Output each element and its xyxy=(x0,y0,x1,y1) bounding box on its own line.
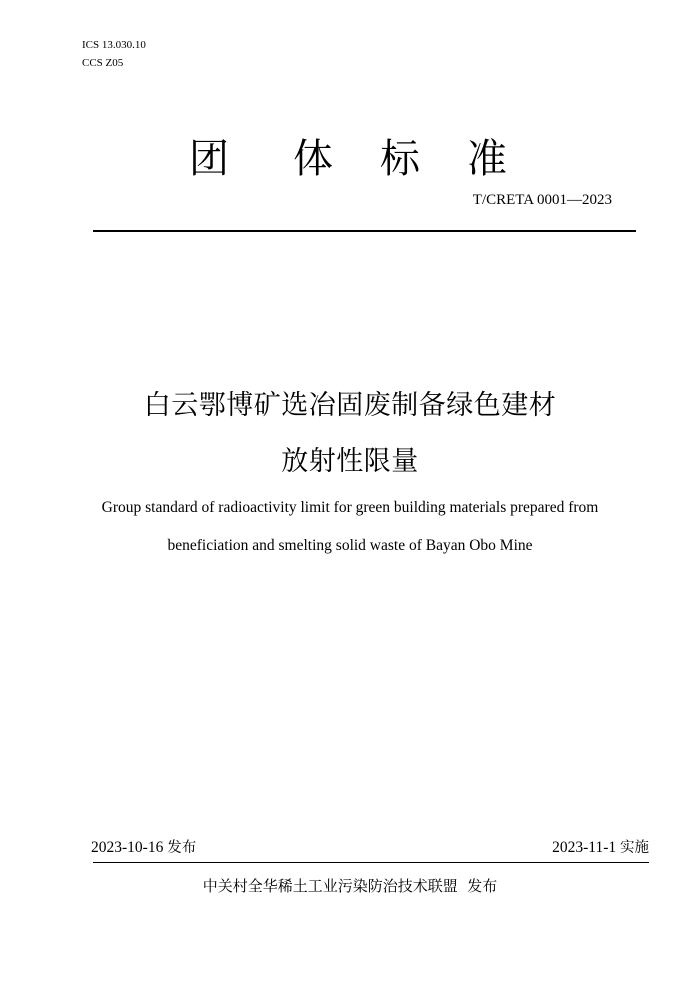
doc-type-char: 标 xyxy=(380,136,420,182)
doc-type-char: 准 xyxy=(467,136,507,182)
doc-type-char: 体 xyxy=(293,136,333,182)
implementation-date xyxy=(552,838,649,858)
publisher-label: 发布 xyxy=(467,877,498,895)
publisher-name: 中关村全华稀土工业污染防治技术联盟 xyxy=(202,877,458,895)
ics-code: ICS 13.030.10 xyxy=(82,39,146,51)
standard-number: T/CRETA 0001—2023 xyxy=(472,192,612,208)
header-divider xyxy=(93,230,636,232)
footer-divider xyxy=(93,862,649,863)
english-title-line-1: Group standard of radioactivity limit for green building materials prepared from xyxy=(101,499,599,516)
implementation-date-label: 实施 xyxy=(620,840,649,856)
publisher xyxy=(0,875,700,897)
publish-date-label: 发布 xyxy=(167,840,197,856)
publish-date xyxy=(91,838,196,858)
ccs-code: CCS Z05 xyxy=(82,57,124,69)
chinese-title-line-2: 放射性限量 xyxy=(281,446,419,477)
english-title-line-2: beneficiation and smelting solid waste of Bayan Obo Mine xyxy=(167,537,533,554)
chinese-title-line-1: 白云鄂博矿选冶固废制备绿色建材 xyxy=(143,390,557,421)
publish-date-value: 2023-10-16 xyxy=(91,839,164,856)
implementation-date-value: 2023-11-1 xyxy=(552,839,617,856)
doc-type-char: 团 xyxy=(189,136,229,182)
